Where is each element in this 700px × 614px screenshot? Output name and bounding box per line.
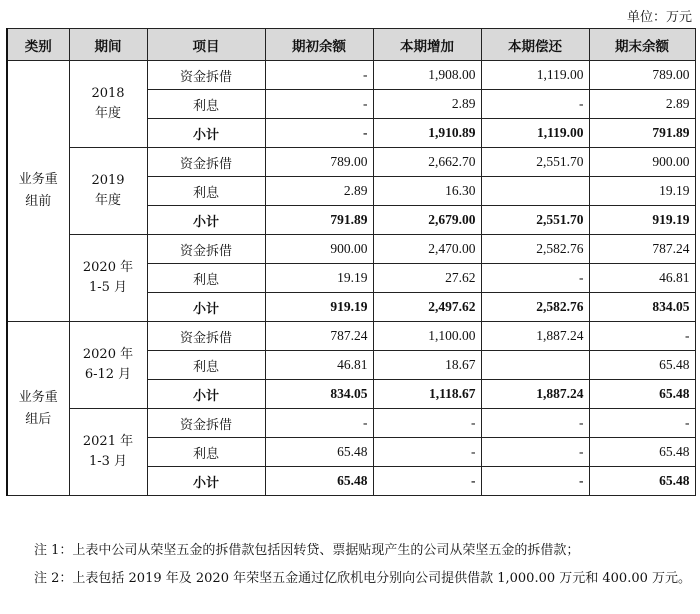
increase-cell: - [373,409,481,438]
increase-cell: 1,910.89 [373,119,481,148]
closing-cell: 65.48 [589,438,695,467]
repayment-cell: 2,551.70 [481,148,589,177]
item-cell: 资金拆借 [147,322,265,351]
increase-cell: 18.67 [373,351,481,380]
opening-cell: - [265,90,373,119]
opening-cell: 787.24 [265,322,373,351]
increase-cell: 2.89 [373,90,481,119]
header-category: 类别 [7,29,69,61]
header-period: 期间 [69,29,147,61]
period-cell: 2019 年度 [69,148,147,235]
opening-cell: 900.00 [265,235,373,264]
period-cell: 2021 年 1-3 月 [69,409,147,496]
closing-cell: 900.00 [589,148,695,177]
item-cell: 小计 [147,380,265,409]
repayment-cell: - [481,90,589,119]
closing-cell: 791.89 [589,119,695,148]
repayment-cell: 1,119.00 [481,119,589,148]
item-cell: 资金拆借 [147,409,265,438]
item-cell: 小计 [147,293,265,322]
item-cell: 利息 [147,177,265,206]
opening-cell: 65.48 [265,438,373,467]
closing-cell: 787.24 [589,235,695,264]
closing-cell: - [589,409,695,438]
closing-cell: - [589,322,695,351]
opening-cell: - [265,61,373,90]
closing-cell: 2.89 [589,90,695,119]
increase-cell: - [373,467,481,496]
item-cell: 利息 [147,438,265,467]
table-row [7,409,695,438]
repayment-cell [481,351,589,380]
repayment-cell: - [481,467,589,496]
increase-cell: 1,908.00 [373,61,481,90]
header-increase: 本期增加 [373,29,481,61]
notes [6,540,696,590]
table-body [7,61,695,496]
item-cell: 资金拆借 [147,235,265,264]
header-closing: 期末余额 [589,29,695,61]
repayment-cell: - [481,438,589,467]
table-row [7,61,695,90]
repayment-cell: 1,119.00 [481,61,589,90]
opening-cell: 19.19 [265,264,373,293]
closing-cell: 65.48 [589,351,695,380]
item-cell: 资金拆借 [147,148,265,177]
note-2: 注 2：上表包括 2019 年及 2020 年荣坚五金通过亿欣机电分别向公司提供借款 1,000.00 万元和 400.00 万元。 [34,571,692,586]
repayment-cell: 2,582.76 [481,235,589,264]
opening-cell: 791.89 [265,206,373,235]
increase-cell: 1,100.00 [373,322,481,351]
repayment-cell [481,177,589,206]
item-cell: 小计 [147,119,265,148]
opening-cell: 65.48 [265,467,373,496]
unit-label: 单位：万元 [626,10,692,25]
increase-cell: 2,470.00 [373,235,481,264]
increase-cell: 1,118.67 [373,380,481,409]
closing-cell: 65.48 [589,467,695,496]
item-cell: 利息 [147,90,265,119]
item-cell: 利息 [147,264,265,293]
repayment-cell: - [481,409,589,438]
period-cell: 2020 年 1-5 月 [69,235,147,322]
increase-cell: 16.30 [373,177,481,206]
closing-cell: 19.19 [589,177,695,206]
closing-cell: 789.00 [589,61,695,90]
increase-cell: 2,679.00 [373,206,481,235]
repayment-cell: - [481,264,589,293]
category-cell: 业务重 组后 [7,322,69,496]
header-repayment: 本期偿还 [481,29,589,61]
repayment-cell: 2,551.70 [481,206,589,235]
opening-cell: 2.89 [265,177,373,206]
table-row [7,148,695,177]
repayment-cell: 1,887.24 [481,380,589,409]
increase-cell: 2,497.62 [373,293,481,322]
opening-cell: - [265,119,373,148]
opening-cell: 919.19 [265,293,373,322]
note-1: 注 1：上表中公司从荣坚五金的拆借款包括因转贷、票据贴现产生的公司从荣坚五金的拆借款； [34,543,580,558]
loan-table [6,28,696,496]
item-cell: 小计 [147,467,265,496]
opening-cell: 46.81 [265,351,373,380]
increase-cell: 2,662.70 [373,148,481,177]
item-cell: 资金拆借 [147,61,265,90]
opening-cell: - [265,409,373,438]
header-opening: 期初余额 [265,29,373,61]
repayment-cell: 1,887.24 [481,322,589,351]
closing-cell: 919.19 [589,206,695,235]
table-row [7,235,695,264]
opening-cell: 789.00 [265,148,373,177]
closing-cell: 65.48 [589,380,695,409]
period-cell: 2018 年度 [69,61,147,148]
increase-cell: - [373,438,481,467]
increase-cell: 27.62 [373,264,481,293]
table-row [7,322,695,351]
item-cell: 小计 [147,206,265,235]
closing-cell: 46.81 [589,264,695,293]
item-cell: 利息 [147,351,265,380]
header-row [7,29,695,61]
period-cell: 2020 年 6-12 月 [69,322,147,409]
opening-cell: 834.05 [265,380,373,409]
category-cell: 业务重 组前 [7,61,69,322]
header-item: 项目 [147,29,265,61]
repayment-cell: 2,582.76 [481,293,589,322]
closing-cell: 834.05 [589,293,695,322]
